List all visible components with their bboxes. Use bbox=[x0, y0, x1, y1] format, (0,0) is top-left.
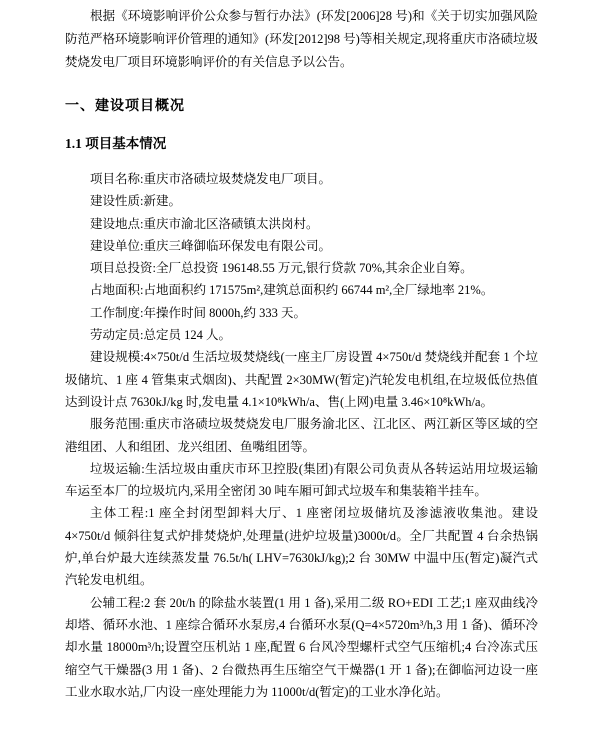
para-land-area: 占地面积:占地面积约 171575m²,建筑总面积约 66744 m²,全厂绿地率 21%。 bbox=[90, 283, 494, 298]
para-construction-site: 建设地点:重庆市渝北区洛碛镇太洪岗村。 bbox=[90, 216, 319, 231]
para-work-system: 工作制度:年操作时间 8000h,约 333 天。 bbox=[90, 305, 306, 320]
intro-paragraph: 根据《环境影响评价公众参与暂行办法》(环发[2006]28 号)和《关于切实加强风险防范严格环境影响评价管理的通知》(环发[2012]98 号)等相关规定,现将重庆市洛碛垃圾焚烧发电厂项目环境影响评价的有关信息予以公告。 bbox=[65, 9, 538, 69]
subsection-heading: 1.1 项目基本情况 bbox=[65, 136, 167, 151]
para-project-name: 项目名称:重庆市洛碛垃圾焚烧发电厂项目。 bbox=[90, 172, 331, 186]
para-construction-scale: 建设规模:4×750t/d 生活垃圾焚烧线(一座主厂房设置 4×750t/d 焚烧线并配套 1 个垃圾储坑、1 座 4 管集束式烟囱)、共配置 2×30MW(暂定)汽轮发电机组,在垃圾低位热值达到设计点 7630kJ/kg 时,发电量 4.1×10⁸kWh/a、售(上网)电量 3.46×10⁸kWh/a。 bbox=[65, 350, 538, 409]
para-auxiliary-works: 公辅工程:2 套 20t/h 的除盐水装置(1 用 1 备),采用二级 RO+EDI 工艺;1 座双曲线冷却塔、循环水池、1 座综合循环水泵房,4 台循环水泵(Q=4×5720m³/h,3 用 1 备)、循环冷却水量 18000m³/h;设置空压机站 1 座,配置 6 台风冷型螺杆式空气压缩机;4 台冷冻式压缩空气干燥器(3 用 1 备)、2 台微热再生压缩空气干燥器(1 开 1 备);在御临河边设一座工业水取水站,厂内设一座处理能力为 11000t/d(暂定)的工业水净化站。 bbox=[65, 595, 538, 699]
para-construction-nature: 建设性质:新建。 bbox=[90, 194, 181, 209]
para-main-works: 主体工程:1 座全封闭型卸料大厅、1 座密闭垃圾储坑及渗滤液收集池。建设 4×750t/d 倾斜往复式炉排焚烧炉,处理量(进炉垃圾量)3000t/d。全厂共配置 4 台余热锅炉,单台炉最大连续蒸发量 76.5t/h( LHV=7630kJ/kg);2 台 30MW 中温中压(暂定)凝汽式汽轮发电机组。 bbox=[65, 506, 538, 588]
para-total-investment: 项目总投资:全厂总投资 196148.55 万元,银行贷款 70%,其余企业自筹。 bbox=[90, 261, 473, 276]
para-waste-transport: 垃圾运输:生活垃圾由重庆市环卫控股(集团)有限公司负责从各转运站用垃圾运输车运至本厂的垃圾坑内,采用全密闭 30 吨车厢可卸式垃圾车和集装箱半挂车。 bbox=[65, 461, 538, 499]
section-heading: 一、建设项目概况 bbox=[65, 99, 185, 114]
para-staffing: 劳动定员:总定员 124 人。 bbox=[90, 328, 231, 343]
project-detail-list bbox=[65, 168, 538, 703]
para-service-scope: 服务范围:重庆市洛碛垃圾焚烧发电厂服务渝北区、江北区、两江新区等区域的空港组团、人和组团、龙兴组团、鱼嘴组团等。 bbox=[65, 417, 538, 454]
para-construction-unit: 建设单位:重庆三峰御临环保发电有限公司。 bbox=[90, 238, 331, 253]
